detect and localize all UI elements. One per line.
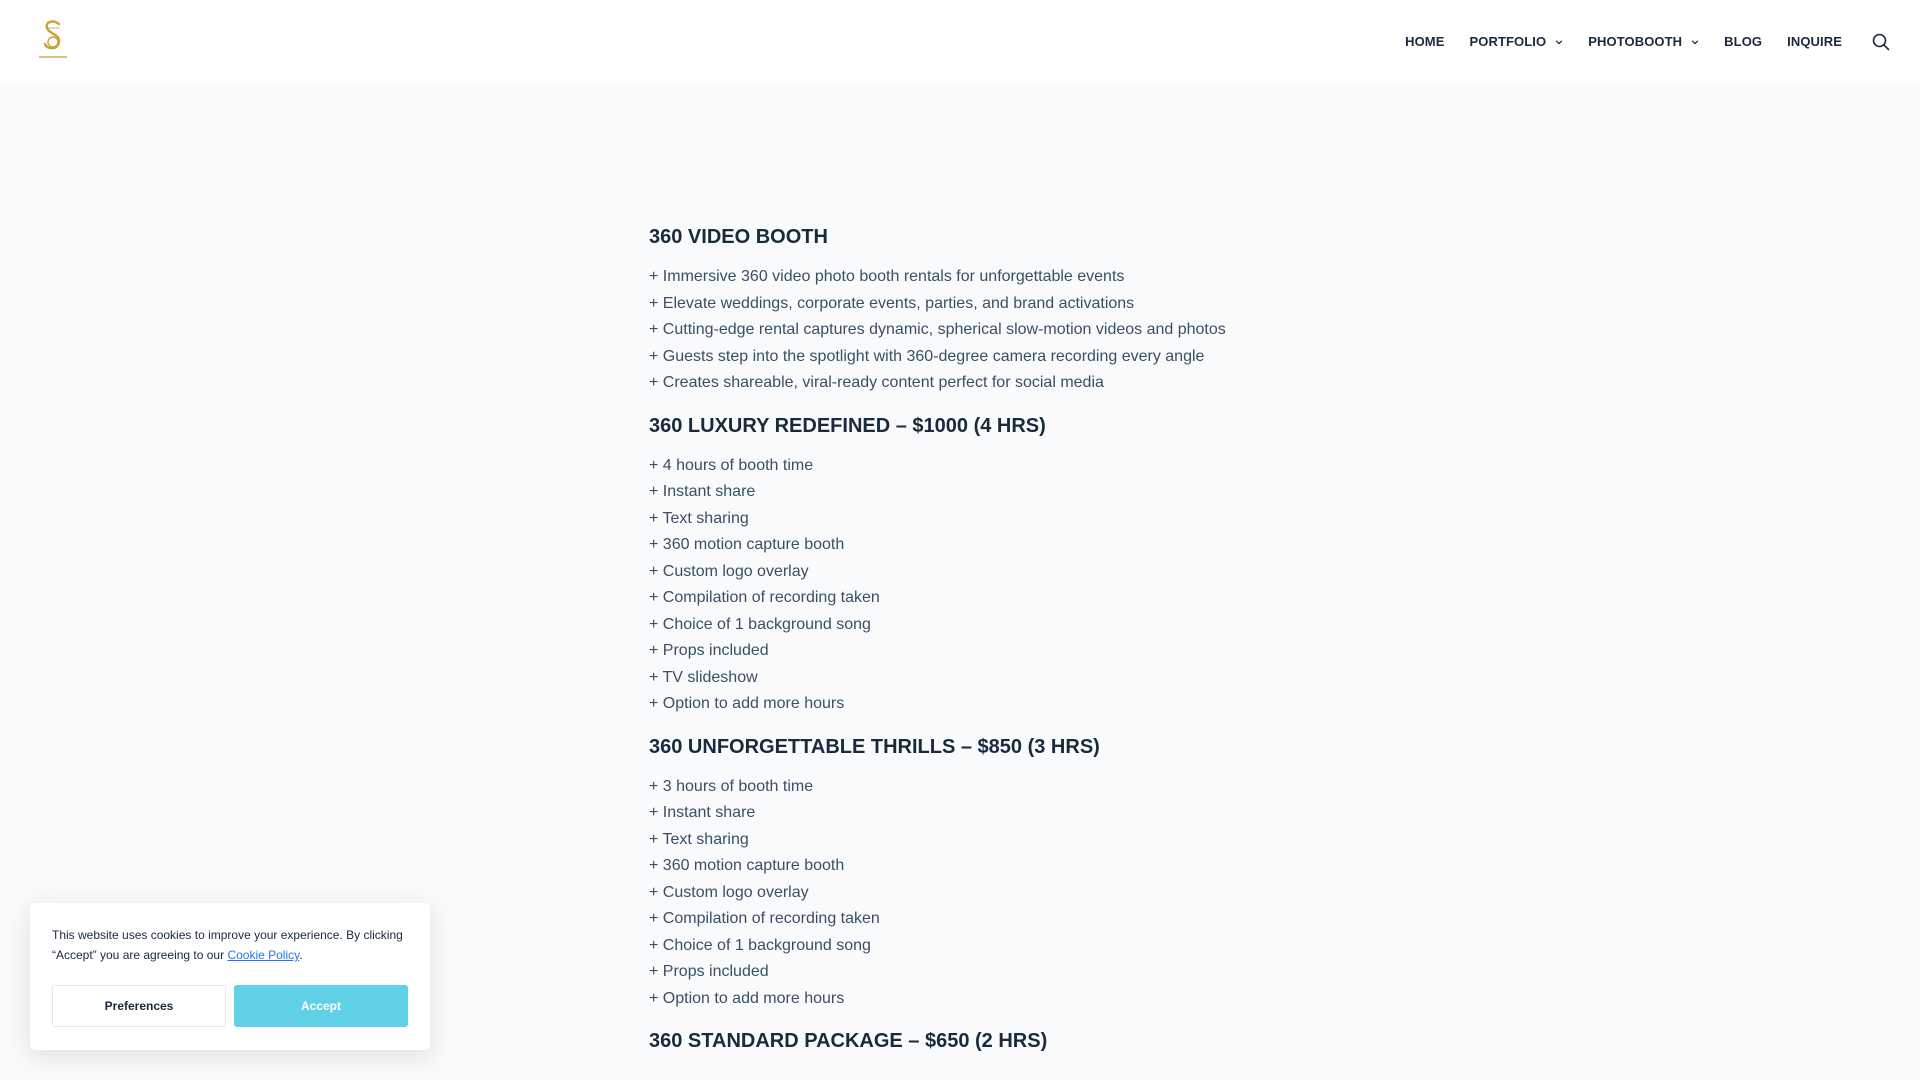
accept-button[interactable]: Accept bbox=[234, 985, 408, 1027]
chevron-down-icon bbox=[1691, 38, 1699, 46]
list-item: + Compilation of recording taken bbox=[649, 910, 880, 927]
nav-portfolio[interactable] bbox=[1470, 34, 1564, 49]
list-item: + Cutting-edge rental captures dynamic, spherical slow-motion videos and photos bbox=[649, 321, 1226, 338]
list-item: + Custom logo overlay bbox=[649, 883, 809, 901]
feature-list bbox=[649, 453, 1289, 718]
main-content bbox=[649, 222, 1289, 1068]
section-title: 360 UNFORGETTABLE THRILLS – $850 (3 HRS) bbox=[649, 735, 1100, 758]
chevron-down-icon bbox=[1555, 38, 1563, 46]
main-nav bbox=[1380, 0, 1842, 83]
feature-list bbox=[649, 264, 1289, 397]
nav-home-label: HOME bbox=[1405, 34, 1445, 49]
list-item: + Option to add more hours bbox=[649, 989, 845, 1007]
list-item: + Instant share bbox=[649, 804, 756, 821]
list-item: + 4 hours of booth time bbox=[649, 456, 814, 474]
nav-inquire[interactable] bbox=[1787, 34, 1842, 49]
cookie-buttons bbox=[52, 985, 408, 1027]
list-item: + Custom logo overlay bbox=[649, 562, 809, 580]
list-item: + Option to add more hours bbox=[649, 695, 845, 712]
nav-photobooth-label: PHOTOBOOTH bbox=[1588, 34, 1683, 49]
nav-blog[interactable] bbox=[1724, 34, 1762, 49]
cookie-text: This website uses cookies to improve your experience. By clicking “Accept” you are agreeing to our bbox=[52, 928, 403, 962]
cookie-banner bbox=[30, 903, 430, 1050]
list-item: + Choice of 1 background song bbox=[649, 615, 871, 633]
nav-home[interactable] bbox=[1405, 34, 1444, 49]
list-item: + Props included bbox=[649, 642, 769, 659]
list-item: + 3 hours of booth time bbox=[649, 777, 814, 795]
logo-s-emblem-icon bbox=[33, 18, 73, 62]
section-title: 360 LUXURY REDEFINED – $1000 (4 HRS) bbox=[649, 414, 1046, 437]
list-item: + Creates shareable, viral-ready content perfect for social media bbox=[649, 374, 1104, 391]
nav-blog-label: BLOG bbox=[1724, 34, 1763, 49]
list-item: + Text sharing bbox=[649, 830, 749, 848]
list-item: + Instant share bbox=[649, 483, 756, 500]
list-item: + Immersive 360 video photo booth rentals for unforgettable events bbox=[649, 268, 1125, 285]
list-item: + Elevate weddings, corporate events, parties, and brand activations bbox=[649, 294, 1135, 312]
list-item: + Choice of 1 background song bbox=[649, 936, 871, 954]
cookie-text-end: . bbox=[299, 948, 303, 962]
list-item: + Guests step into the spotlight with 360-degree camera recording every angle bbox=[649, 347, 1205, 365]
section-title: 360 STANDARD PACKAGE – $650 (2 HRS) bbox=[649, 1030, 1048, 1052]
site-header bbox=[0, 0, 1920, 83]
search-icon[interactable] bbox=[1872, 33, 1890, 51]
nav-photobooth[interactable] bbox=[1588, 34, 1699, 49]
list-item: + TV slideshow bbox=[649, 668, 758, 686]
list-item: + 360 motion capture booth bbox=[649, 536, 845, 553]
preferences-button[interactable]: Preferences bbox=[52, 985, 226, 1027]
list-item: + Compilation of recording taken bbox=[649, 589, 880, 606]
cookie-message bbox=[52, 925, 408, 965]
feature-list bbox=[649, 774, 1289, 1013]
cookie-policy-link[interactable]: Cookie Policy bbox=[227, 948, 300, 962]
list-item: + Props included bbox=[649, 963, 769, 980]
nav-inquire-label: INQUIRE bbox=[1787, 34, 1842, 49]
section-title: 360 VIDEO BOOTH bbox=[649, 226, 828, 248]
list-item: + 360 motion capture booth bbox=[649, 857, 845, 874]
logo[interactable] bbox=[33, 18, 73, 62]
nav-portfolio-label: PORTFOLIO bbox=[1469, 34, 1547, 49]
list-item: + Text sharing bbox=[649, 509, 749, 527]
